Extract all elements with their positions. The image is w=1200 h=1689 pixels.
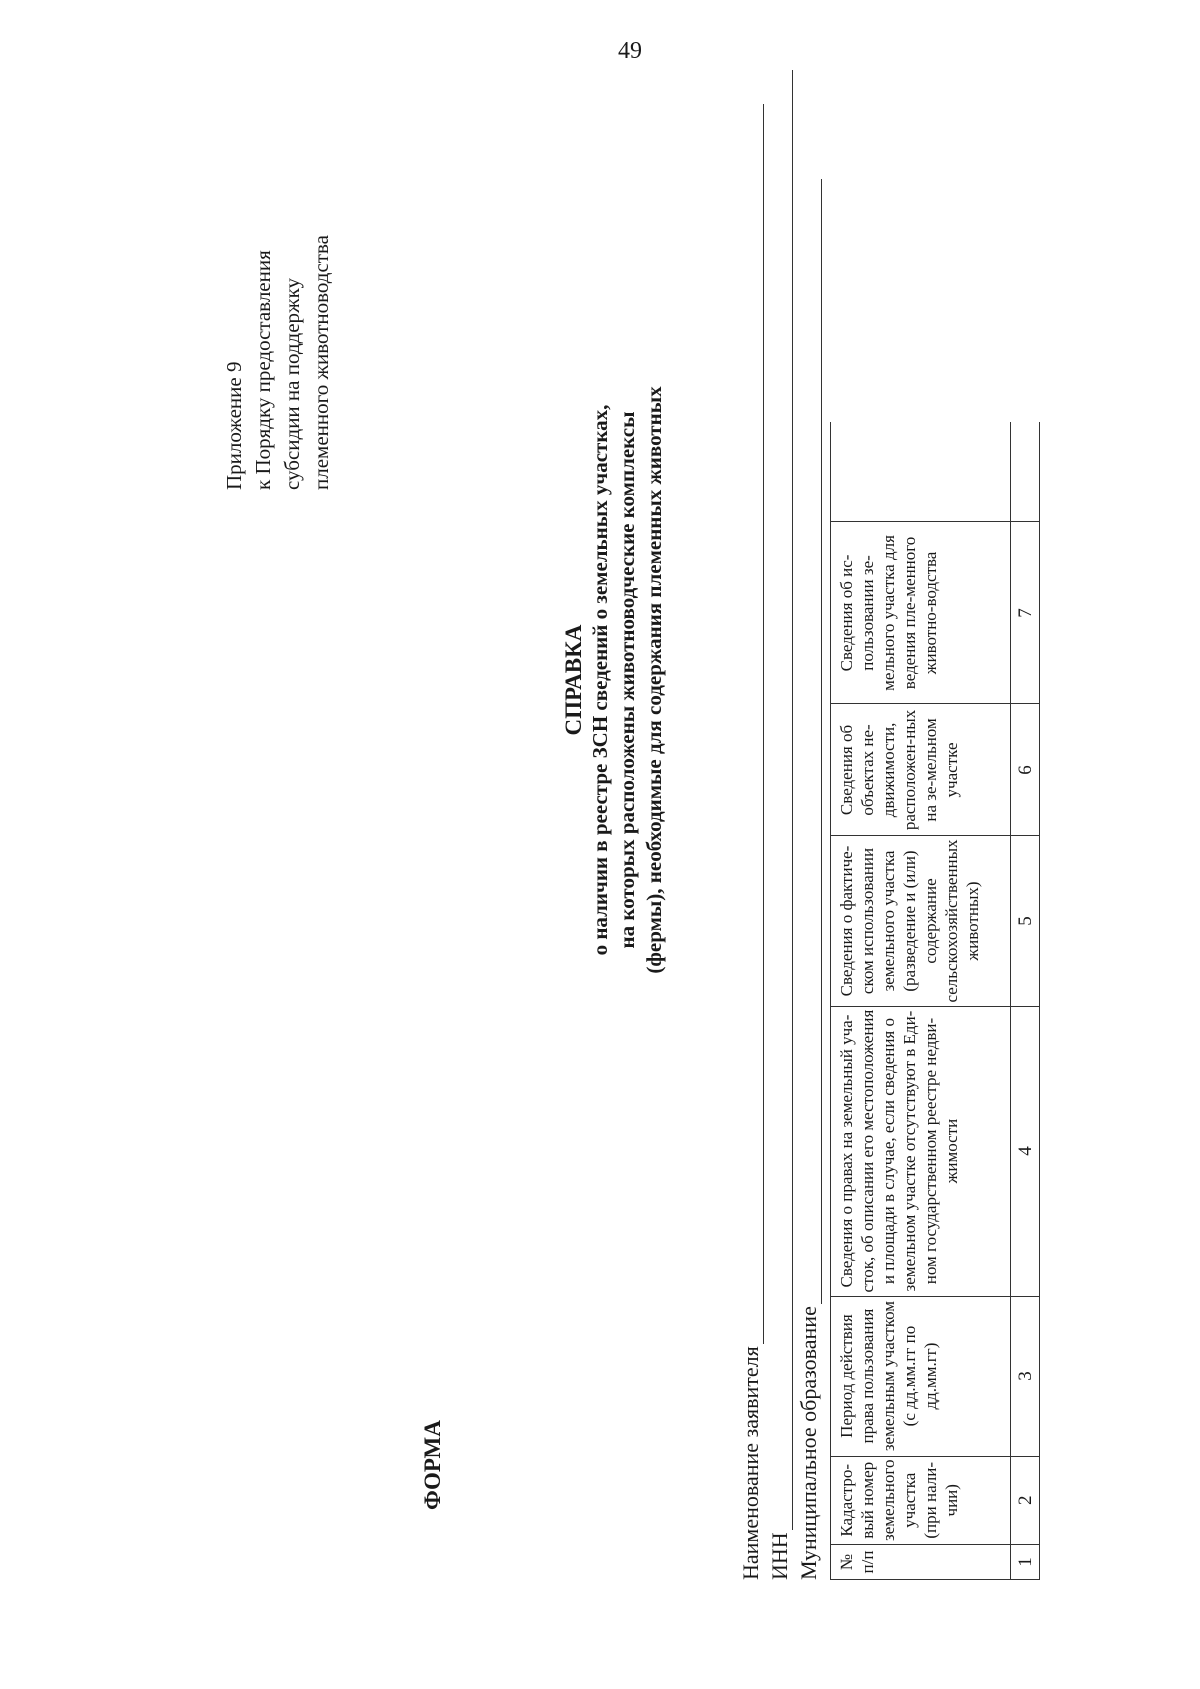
page-number: 49 — [618, 38, 642, 64]
column-number-cell: 3 — [1011, 1296, 1040, 1456]
inn-label: ИНН — [767, 1532, 792, 1580]
column-number-cell: 5 — [1011, 836, 1040, 1006]
inn-row — [764, 30, 793, 1580]
form-label: ФОРМА — [420, 1420, 445, 1510]
municipality-input-line[interactable] — [799, 179, 822, 1304]
appendix-line: к Порядку предоставления — [251, 250, 275, 490]
table-header-row — [831, 422, 1011, 1580]
title-line: на которых расположены животноводческие комплексы — [615, 411, 639, 949]
data-table — [830, 422, 1040, 1580]
appendix-line: Приложение 9 — [222, 361, 246, 490]
applicant-name-input-line[interactable] — [741, 104, 764, 1344]
document-title — [560, 180, 668, 1180]
column-number-cell: 1 — [1011, 1545, 1040, 1580]
inn-input-line[interactable] — [770, 70, 793, 1530]
table-header-cell: Сведения о фактиче-ском использовании земельного участка (разведение и (или) содержание сельскохозяйственных животных) — [831, 836, 1011, 1006]
column-number-cell: 7 — [1011, 522, 1040, 704]
title-line: о наличии в реестре ЗСН сведений о земельных участках, — [588, 404, 612, 956]
column-number-cell: 2 — [1011, 1456, 1040, 1544]
municipality-row — [793, 30, 822, 1580]
title-line: (фермы), необходимые для содержания племенных животных — [642, 386, 666, 974]
table-empty-cell — [1011, 422, 1040, 522]
applicant-name-row — [735, 30, 764, 1580]
appendix-line: субсидии на поддержку — [280, 278, 304, 490]
applicant-fields — [735, 30, 822, 1580]
table-header-cell: Сведения об объектах не-движимости, расположен-ных на зе-мельном участке — [831, 704, 1011, 836]
table-empty-cell — [831, 422, 1011, 522]
column-number-cell: 4 — [1011, 1006, 1040, 1296]
table-header-cell: Сведения об ис-пользовании зе-мельного участка для ведения пле-менного животно-водства — [831, 522, 1011, 704]
table-header-cell: Период действия права пользования земельным участком (с дд.мм.гг по дд.мм.гг) — [831, 1296, 1011, 1456]
table-header-cell: № п/п — [831, 1545, 1011, 1580]
applicant-name-label: Наименование заявителя — [738, 1346, 763, 1580]
title-heading: СПРАВКА — [561, 624, 586, 736]
table-header-cell: Сведения о правах на земельный уча-сток, об описании его местоположения и площади в случае, если сведения о земельном участке отсутствуют в Еди-ном государственном реестре недви-жимости — [831, 1006, 1011, 1296]
appendix-line: племенного животноводства — [309, 235, 333, 490]
rotated-form — [60, 50, 1110, 1630]
appendix-note — [220, 110, 336, 490]
municipality-label: Муниципальное образование — [796, 1306, 821, 1580]
table-header-cell: Кадастро-вый номер земельного участка (при нали-чии) — [831, 1456, 1011, 1544]
table-number-row — [1011, 422, 1040, 1580]
column-number-cell: 6 — [1011, 704, 1040, 836]
